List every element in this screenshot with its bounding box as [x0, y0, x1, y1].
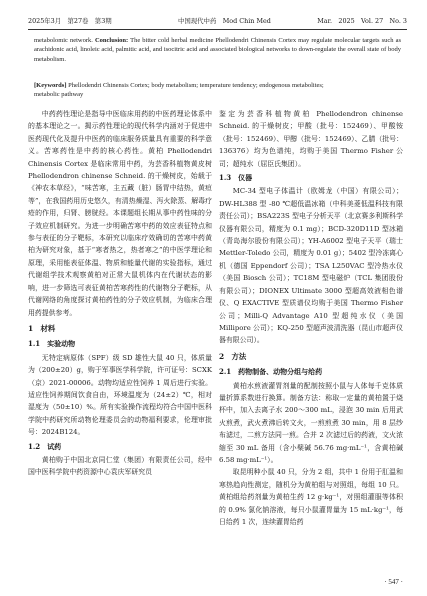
- subsection-preparation-heading: 2.1 药物制备、动物分组与给药: [219, 367, 323, 377]
- page-number: · 547 ·: [384, 578, 403, 586]
- left-column: [28, 108, 212, 479]
- abstract-conclusion: The bitter cold herbal medicine Phellodendri Chinensis Cortex may regulate molecular targets such as arachidonic acid, linoleic acid, palmitic acid, and isocitric acid and associated biological networks to down-regulate the overall state of body metabolism.: [34, 37, 401, 63]
- journal-name: 中国现代中药 Mod Chin Med: [178, 17, 271, 25]
- subsection-animals-heading: 1.1 实验动物: [28, 339, 76, 349]
- subsection-drugs-heading: 1.2 试药: [28, 441, 62, 451]
- drugs-paragraph: 黄柏购于中国北京同仁堂（集团）有限责任公司，经中国中医科学院中药资源中心袁庆军研究员: [28, 455, 212, 477]
- keywords-label: [Keywords]: [34, 82, 67, 89]
- running-header: [28, 14, 407, 28]
- instruments-paragraph: MC-34 型电子体温计（欧姆龙（中国）有限公司）；DW-HL388 型 -80 ℃超低温冰箱（中科美菱低温科技有限责任公司）；BSA223S 型电子分析天平（北京赛多利斯科学仪器有限公司，精度为 0.1 mg）；BCD-320D11D 型冰箱（青岛海尔股份有限公司）；YH-A6002 型电子天平（瑞士 Mettler-Toledo 公司，精度为 0.01 g）；5402 型冷冻离心机（德国 Eppendorf 公司）；TSA L250VAC 型冷热水仪（美国 Biosch 公司）；TC18M 型电磁炉（TCL 集团股份有限公司）；DIONEX Ultimate 3000 型超高效液相色谱仪、Q EXACTIVE 型质谱仪均购于美国 Thermo Fisher 公司；Milli-Q Advantage A10 型超纯水仪（美国 Millipore 公司）；KQ-250 型超声波清洗器（昆山市超声仪器有限公司）。: [219, 187, 403, 345]
- abstract-lead: metabolomic network.: [34, 37, 95, 44]
- right-column: [219, 108, 403, 528]
- keywords-text: Phellodendri Chinensis Cortex; body metabolism; temperature tendency; endogenous metabolites;: [68, 82, 324, 89]
- intro-paragraph: 中药药性理论是指导中医临床用药的中医药理论体系中的基本理论之一。揭示药性理论的现代科学内涵对于促进中医药现代化及提升中医药的临床服务质量具有重要的科学意义。苦寒药性是中药的核心药性。黄柏 Phellodendri Chinensis Cortex 是临床常用中药，为芸香科植物黄皮树 Phellodendron chinense Schneid. 的干燥树皮，始载于《神农本草经》，“味苦寒，主五藏（脏）肠胃中结热，黄疸等”，在我国药用历史悠久，有清热燥湿、泻火除蒸、解毒疗疮的作用，归肾、膀胱经。本课题组长期从事中药性味的分子效应机制研究。为进一步明确苦寒中药的效应表征特点和参与表征的分子靶标，本研究以临床疗效确切的苦寒中药黄柏为研究对象，基于“寒者热之，热者寒之”的中医学理论和原理，采用能表征体温、物质和能量代谢的实验指标，通过代谢组学技术观察黄柏对正常大鼠机体内在代谢状态的影响，进一步筛选可表征黄柏苦寒药性的代谢物分子靶标，从代谢网络的角度探讨黄柏药性的分子效应机制，为临床合理用药提供参考。: [28, 110, 212, 317]
- section-materials-heading: 1 材料: [28, 323, 56, 333]
- preparation-paragraph: 黄柏水煎液灌胃剂量的配制按照小鼠与人体每千克体质量折算系数进行换算。制备方法：称取一定量的黄柏置于烧杯中，加入去离子水 200～300 mL，浸泡 30 min 后用武火煎煮，武火煮沸后转文火，一煎煎煮 30 min，用 8 层纱布滤过，二煎方法同一煎。合并 2 次滤过后的药液，文火浓缩至 30 mL 备用（含小檗碱 56.76 mg·mL⁻¹，含黄柏碱 6.58 mg·mL⁻¹）。: [219, 381, 403, 464]
- grouping-paragraph: 取昆明种小鼠 40 只，分为 2 组，共中 1 份用于肛温和寒热趋向性测定，随机分为黄柏组与对照组，每组 10 只。黄柏组给药剂量为黄柏生药 12 g·kg⁻¹，对照组灌服等体积的 0.9% 氯化钠溶液，每只小鼠灌胃量为 15 mL·kg⁻¹，每日给药 1 次，连续灌胃给药: [219, 468, 403, 526]
- issue-en: Mar. 2025 Vol. 27 No. 3: [317, 17, 407, 25]
- animals-paragraph: 无特定病原体（SPF）级 SD 雄性大鼠 40 只，体质量为（200±20）g，购于军事医学科学院，许可证号：SCXK（京）2021-00006。动物均适应性饲养 1 周后进行实验。适应性饲养期间饮食自由，环境温度为（24±2）℃，相对湿度为（50±10）%。所有实验操作流程均符合中国中医科学院中药研究所动物伦理委员会的动物福利要求，伦理审批号：2024B124。: [28, 353, 212, 437]
- conclusion-label: Conclusion:: [94, 37, 129, 44]
- header-rule: [28, 29, 407, 30]
- keywords: [34, 81, 401, 100]
- identification-paragraph: 鉴定为芸香科植物黄柏 Phellodendron chinense Schneid. 的干燥树皮；甲酸（批号：152469）、甲酸铵（批号：152469）、甲醇（批号：152469）、乙腈（批号：136376）均为色谱纯，均购于美国 Thermo Fisher 公司；超纯水（屈臣氏集团）。: [219, 110, 403, 168]
- issue-cn: 2025年3月 第27卷 第3期: [28, 17, 112, 25]
- subsection-instruments-heading: 1.3 仪器: [219, 173, 253, 183]
- keywords-text-2: metabolic pathway: [34, 91, 84, 99]
- section-methods-heading: 2 方法: [219, 351, 247, 361]
- english-abstract: [34, 36, 401, 64]
